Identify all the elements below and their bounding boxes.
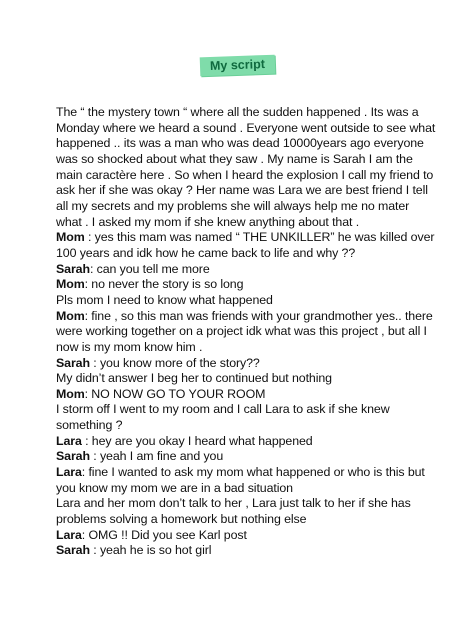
speaker-name: Lara [56, 465, 82, 480]
dialogue-line [56, 230, 436, 261]
page-title: My script [199, 55, 275, 77]
line-text: : yeah I am fine and you [89, 449, 224, 464]
dialogue-line [56, 356, 436, 372]
narration-line [56, 293, 436, 309]
speaker-name: Mom [56, 277, 85, 292]
line-text: : fine I wanted to ask my mom what happened or who is this but you know my mom we are in a bad situation [56, 465, 425, 495]
dialogue-line [56, 449, 436, 465]
speaker-name: Mom [56, 386, 85, 401]
line-text: : no never the story is so long [84, 277, 244, 292]
line-text: Pls mom I need to know what happened [56, 292, 273, 307]
line-text: : yes this mam was named “ THE UNKILLER” he was killed over 100 years and idk how he came back to life and why ?? [56, 230, 435, 260]
narration-line [56, 402, 436, 433]
line-text: : hey are you okay I heard what happened [81, 433, 313, 448]
document-body [56, 105, 436, 559]
narration-line [56, 496, 436, 527]
line-text: : OMG !! Did you see Karl post [81, 527, 247, 542]
line-text: : NO NOW GO TO YOUR ROOM [84, 386, 266, 401]
speaker-name: Sarah [56, 355, 90, 370]
line-text: My didn’t answer I beg her to continued but nothing [56, 371, 332, 386]
line-text: : you know more of the story?? [89, 355, 260, 370]
line-text: : can you tell me more [89, 261, 210, 276]
line-text: : fine , so this man was friends with your grandmother yes.. there were working together on a project idk what was this project , but all I now is my mom know him . [56, 308, 433, 354]
speaker-name: Lara [56, 433, 82, 448]
line-text: : yeah he is so hot girl [89, 543, 212, 558]
dialogue-line [56, 465, 436, 496]
title-area [0, 56, 474, 75]
line-text: Lara and her mom don’t talk to her , Lara just talk to her if she has problems solving a homework but nothing else [56, 496, 411, 527]
intro-paragraph: The “ the mystery town “ where all the sudden happened . Its was a Monday where we heard a sound . Everyone went outside to see what happened .. its was a man who was dead 10000years ago everyone was so shocked about what they saw . My name is Sarah I am the main caractère here . So when I heard the explosion I call my friend to ask her if she was okay ? Her name was Lara we are best friend I tell all my secrets and my problems she will always help me no mater what . I asked my mom if she knew anything about that . [56, 105, 436, 229]
dialogue-line [56, 543, 436, 559]
speaker-name: Lara [56, 527, 82, 542]
line-text: I storm off I went to my room and I call Lara to ask if she knew something ? [56, 402, 390, 433]
dialogue-line [56, 309, 436, 356]
dialogue-line [56, 387, 436, 403]
speaker-name: Sarah [56, 449, 90, 464]
speaker-name: Mom [56, 230, 85, 245]
dialogue-line [56, 262, 436, 278]
narration-line [56, 371, 436, 387]
dialogue-line [56, 277, 436, 293]
speaker-name: Mom [56, 308, 85, 323]
speaker-name: Sarah [56, 261, 90, 276]
dialogue-line [56, 528, 436, 544]
speaker-name: Sarah [56, 543, 90, 558]
dialogue-line [56, 434, 436, 450]
